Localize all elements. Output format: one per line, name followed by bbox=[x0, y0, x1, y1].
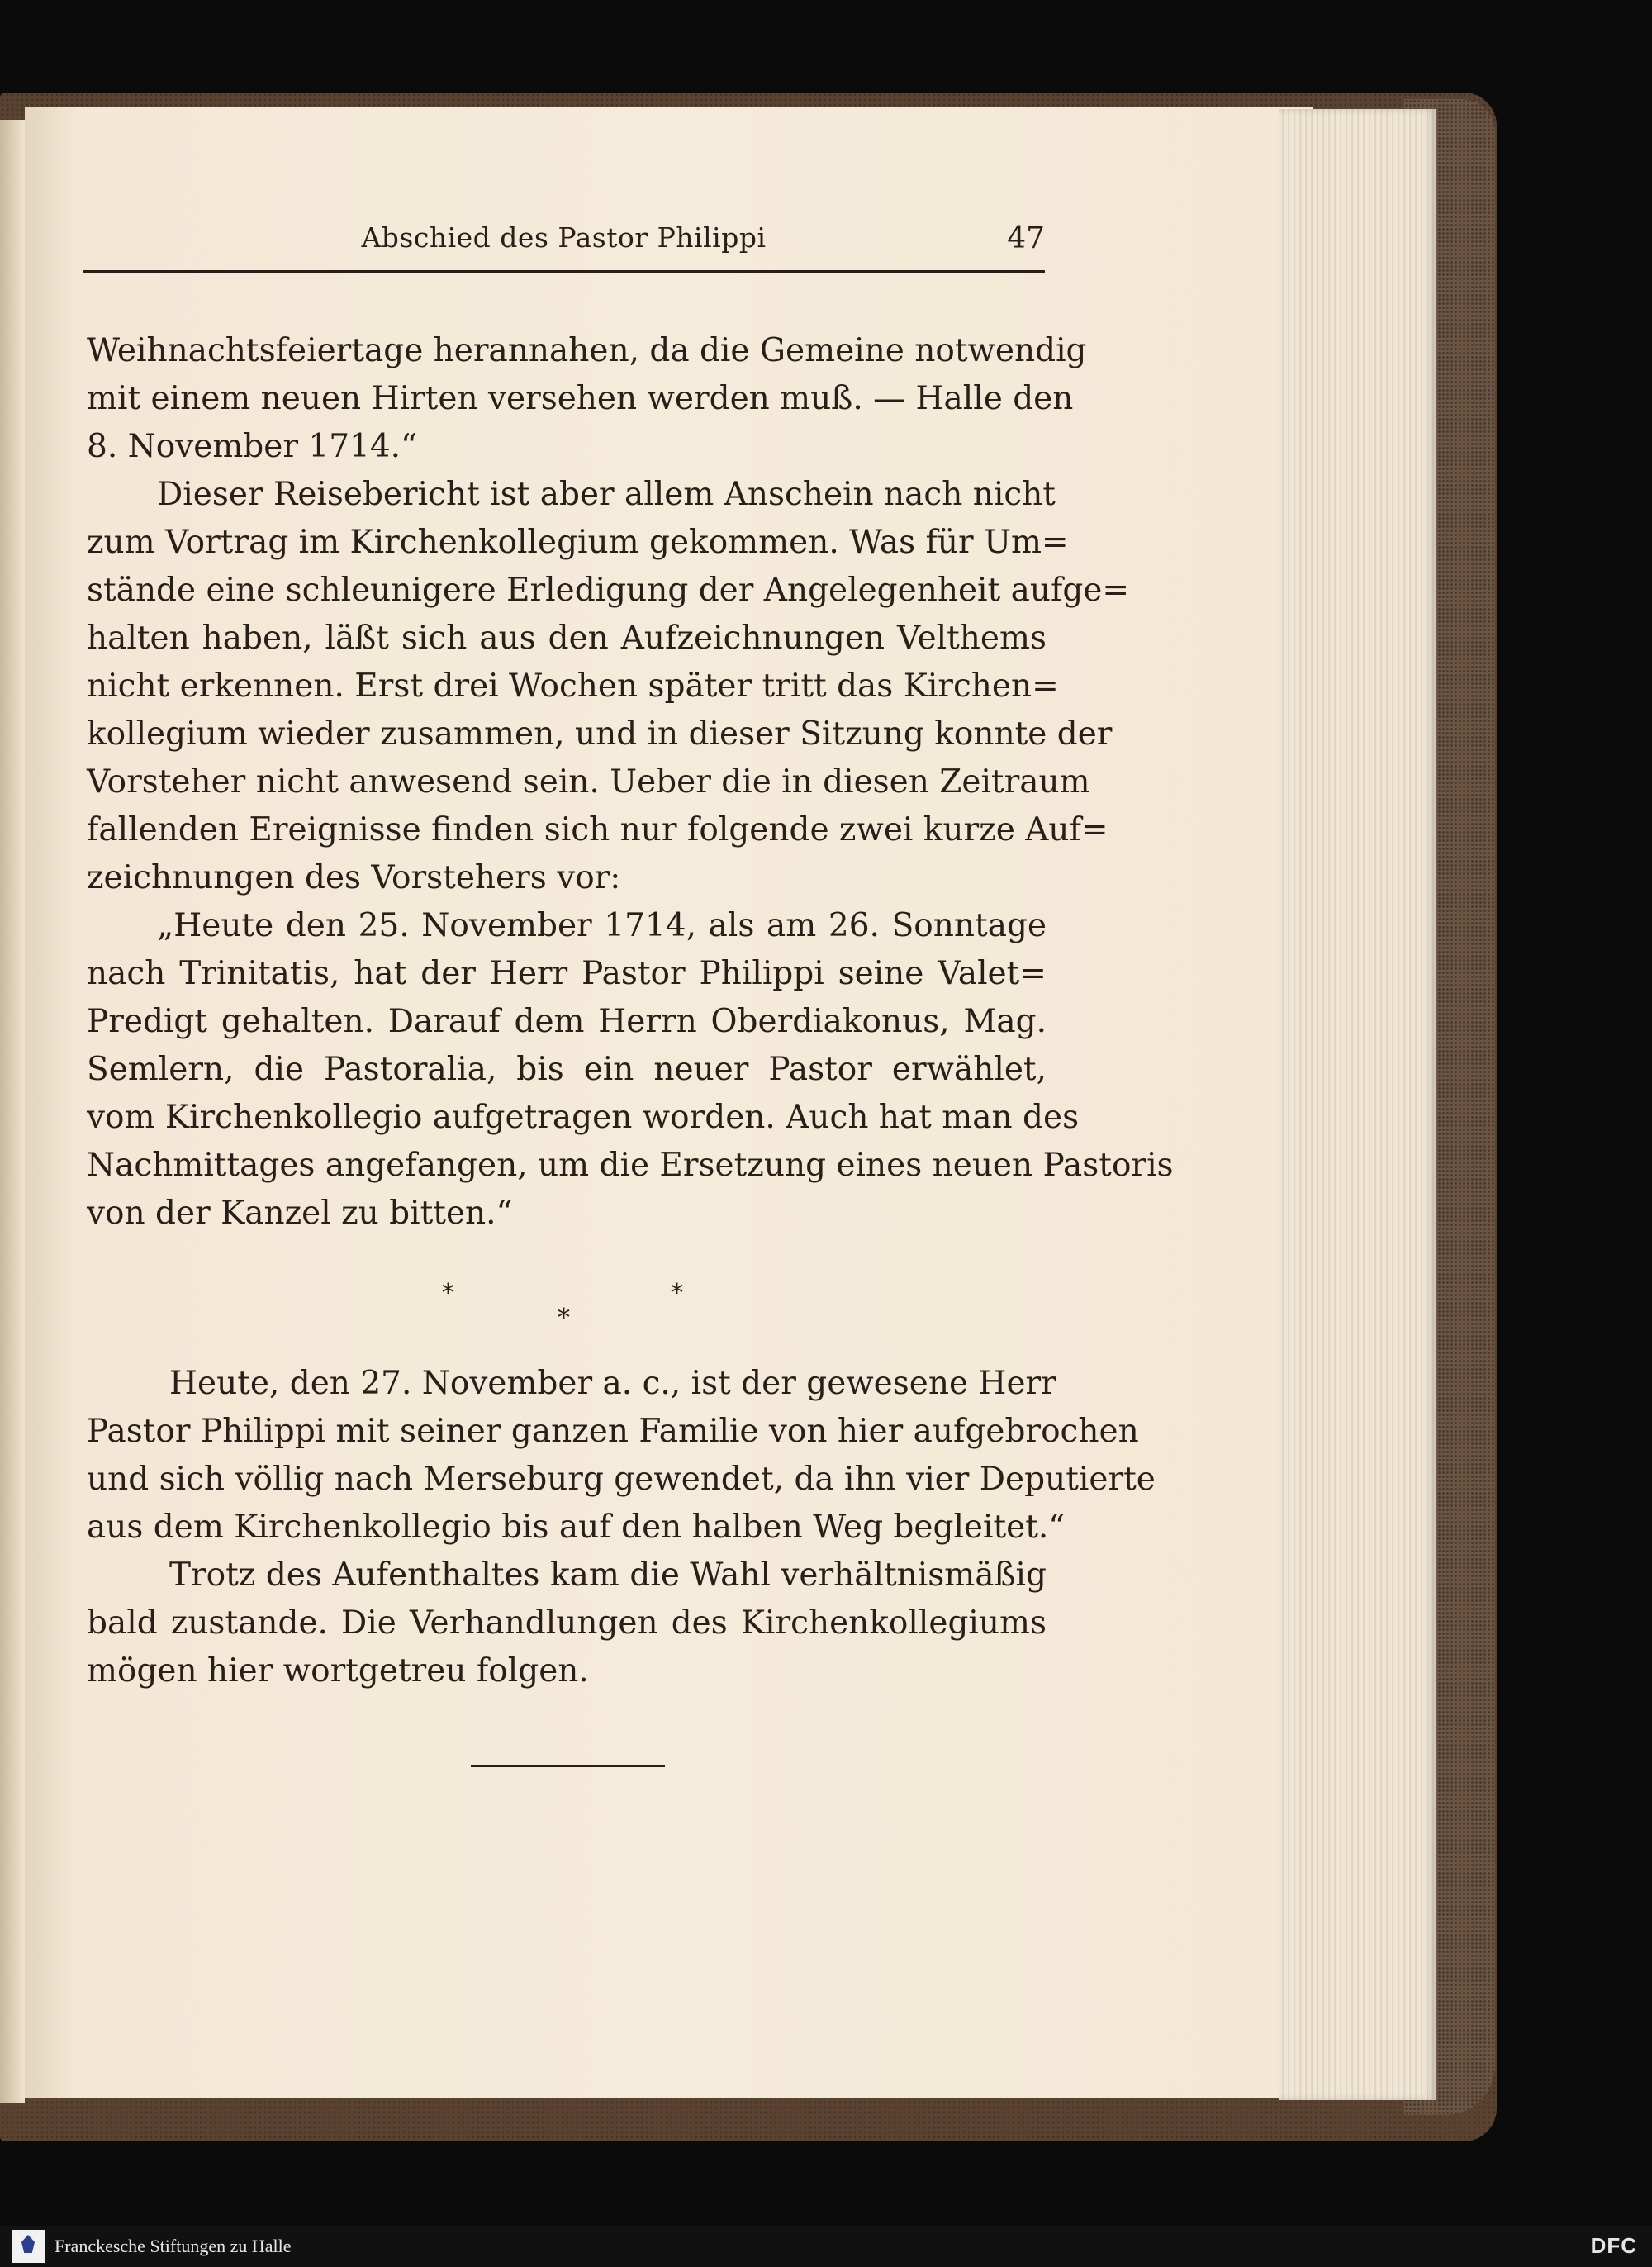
text-line: aus dem Kirchenkollegio bis auf den halben Weg begleitet.“ bbox=[87, 1509, 1066, 1546]
text-line: mögen hier wortgetreu folgen. bbox=[87, 1652, 589, 1690]
institution-logo-icon[interactable] bbox=[12, 2230, 45, 2263]
text-line: Vorsteher nicht anwesend sein. Ueber die in diesen Zeitraum bbox=[87, 763, 1090, 801]
text-line: nach Trinitatis, hat der Herr Pastor Philippi seine Valet= bbox=[87, 955, 1047, 992]
text-line: zum Vortrag im Kirchenkollegium gekommen. Was für Um= bbox=[87, 524, 1069, 561]
text-line: Semlern, die Pastoralia, bis ein neuer Pastor erwählet, bbox=[87, 1051, 1047, 1088]
text-line: „Heute den 25. November 1714, als am 26. Sonntage bbox=[157, 907, 1047, 944]
text-line: nicht erkennen. Erst drei Wochen später tritt das Kirchen= bbox=[87, 668, 1059, 705]
text-line: bald zustande. Die Verhandlungen des Kirchenkollegiums bbox=[87, 1604, 1047, 1642]
viewer-footer bbox=[0, 2226, 1652, 2267]
asterism-star: * bbox=[558, 1304, 570, 1333]
running-title: Abschied des Pastor Philippi bbox=[361, 221, 767, 254]
text-line: Nachmittages angefangen, um die Ersetzung eines neuen Pastoris bbox=[87, 1147, 1174, 1184]
text-line: Predigt gehalten. Darauf dem Herrn Oberdiakonus, Mag. bbox=[87, 1003, 1047, 1040]
text-line: Weihnachtsfeiertage herannahen, da die Gemeine notwendig bbox=[87, 332, 1087, 369]
dfc-logo[interactable]: DFC bbox=[1590, 2233, 1637, 2258]
text-line: mit einem neuen Hirten versehen werden muß. — Halle den bbox=[87, 380, 1074, 417]
text-line: vom Kirchenkollegio aufgetragen worden. Auch hat man des bbox=[87, 1099, 1080, 1136]
text-line: fallenden Ereignisse finden sich nur folgende zwei kurze Auf= bbox=[87, 811, 1108, 848]
header-rule bbox=[83, 270, 1045, 273]
asterism-star: * bbox=[442, 1279, 454, 1308]
logo-mark-icon bbox=[21, 2235, 35, 2253]
text-line: halten haben, läßt sich aus den Aufzeichnungen Velthems bbox=[87, 620, 1047, 657]
text-line: und sich völlig nach Merseburg gewendet, da ihn vier Deputierte bbox=[87, 1461, 1156, 1498]
institution-name[interactable]: Franckesche Stiftungen zu Halle bbox=[55, 2236, 292, 2256]
text-line: Pastor Philippi mit seiner ganzen Familie von hier aufgebrochen bbox=[87, 1413, 1139, 1450]
text-line: Dieser Reisebericht ist aber allem Anschein nach nicht bbox=[157, 476, 1056, 513]
page-block-edges bbox=[1279, 109, 1436, 2100]
running-head bbox=[83, 221, 1045, 271]
text-line: von der Kanzel zu bitten.“ bbox=[87, 1195, 513, 1232]
asterism-star: * bbox=[671, 1279, 683, 1308]
text-line: 8. November 1714.“ bbox=[87, 428, 417, 465]
text-line: kollegium wieder zusammen, und in dieser Sitzung konnte der bbox=[87, 715, 1113, 753]
text-line: zeichnungen des Vorstehers vor: bbox=[87, 859, 621, 896]
page-number: 47 bbox=[1007, 221, 1045, 255]
text-line: Heute, den 27. November a. c., ist der gewesene Herr bbox=[169, 1365, 1056, 1402]
end-rule bbox=[471, 1765, 665, 1767]
text-line: stände eine schleunigere Erledigung der Angelegenheit aufge= bbox=[87, 572, 1130, 609]
left-page-edge bbox=[0, 120, 25, 2103]
text-line: Trotz des Aufenthaltes kam die Wahl verhältnismäßig bbox=[169, 1556, 1047, 1594]
